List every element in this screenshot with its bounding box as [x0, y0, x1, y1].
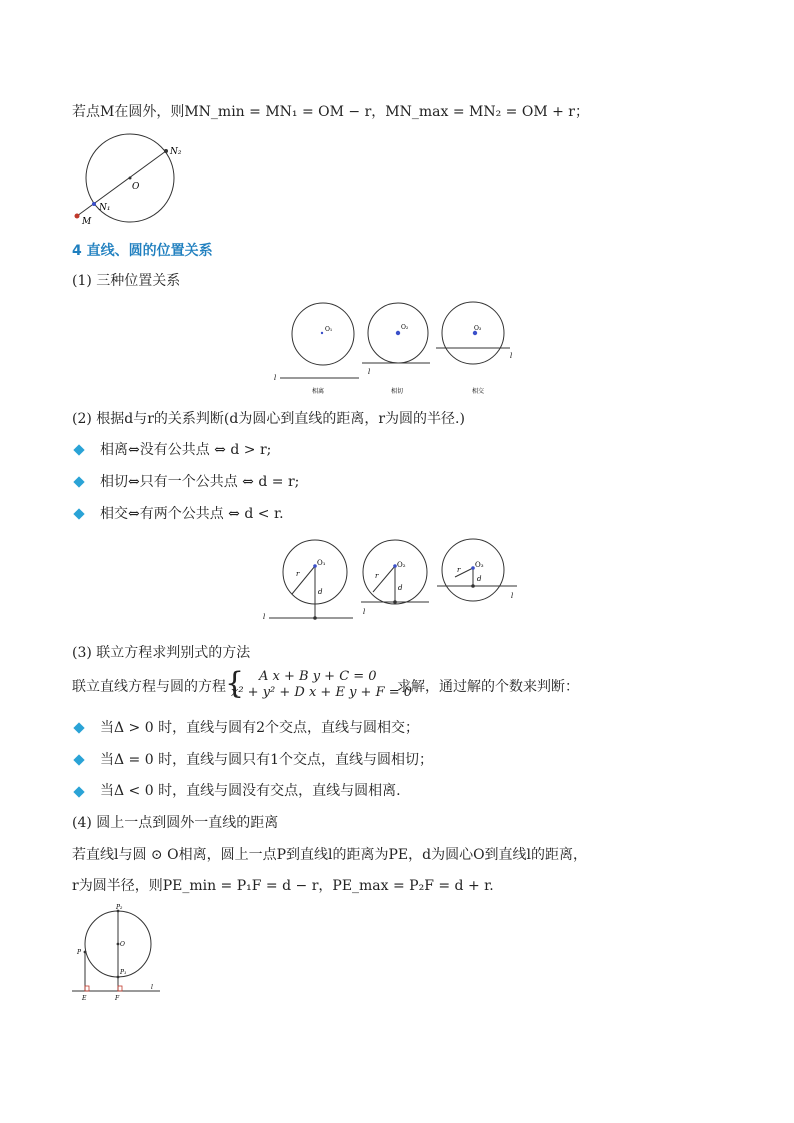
label-l-1: l — [263, 613, 266, 621]
subsection-3: (3) 联立方程求判别式的方法 — [72, 645, 251, 661]
right-angle-e — [85, 986, 89, 991]
label-o3: O₃ — [474, 325, 482, 332]
system-prefix: 联立直线方程与圆的方程 — [72, 679, 226, 695]
label-d-1: d — [318, 588, 323, 596]
bullet-diamond — [73, 444, 84, 455]
label-p: P — [77, 949, 82, 956]
bullet-diamond — [73, 786, 84, 797]
caption-intersect: 相交 — [472, 388, 485, 395]
label-o1: O₁ — [325, 326, 333, 333]
disc-zero: 当Δ = 0 时，直线与圆只有1个交点，直线与圆相切； — [100, 752, 434, 768]
label-o: O — [120, 941, 125, 948]
section-title: 4 直线、圆的位置关系 — [72, 243, 213, 259]
figure-point-outside-circle — [70, 130, 190, 230]
label-n1: N₁ — [99, 203, 111, 213]
equation-circle: x² + y² + D x + E y + F = 0 — [231, 685, 413, 700]
circle-separate — [292, 303, 354, 365]
bullet-diamond — [73, 476, 84, 487]
label-l-3: l — [511, 592, 514, 600]
point-p1 — [117, 976, 120, 979]
figure-point-to-line — [68, 900, 178, 1010]
label-r-1: r — [296, 570, 300, 578]
label-d-3: d — [477, 575, 482, 583]
label-l-1: l — [274, 374, 277, 382]
bullet-diamond — [73, 754, 84, 765]
center-o2 — [396, 331, 400, 335]
bullet-diamond — [73, 508, 84, 519]
label-p1: P₁ — [120, 969, 127, 976]
bullet-diamond — [73, 722, 84, 733]
disc-negative: 当Δ < 0 时，直线与圆没有交点，直线与圆相离. — [100, 783, 401, 799]
system-suffix: 求解，通过解的个数来判断： — [397, 679, 579, 695]
figure-distance-radius — [255, 535, 525, 625]
point-m — [75, 214, 80, 219]
label-l-2: l — [363, 608, 366, 616]
label-o2: O₂ — [401, 324, 409, 331]
label-p2: P₂ — [116, 904, 123, 911]
system-brace: { — [225, 666, 245, 701]
equation-line: A x + B y + C = 0 — [259, 669, 377, 684]
caption-tangent: 相切 — [391, 388, 404, 395]
right-angle-f — [118, 986, 122, 991]
relation-separate: 相离⇔没有公共点 ⇔ d > r; — [100, 442, 272, 458]
label-f: F — [115, 995, 120, 1002]
label-o1: O₁ — [317, 559, 326, 567]
point-p — [84, 951, 87, 954]
center-o1 — [321, 332, 323, 334]
point-n2 — [164, 149, 168, 153]
label-d-2: d — [398, 584, 403, 592]
label-n2: N₂ — [170, 147, 182, 157]
label-m: M — [82, 217, 92, 227]
line-mn2 — [77, 151, 166, 216]
intro-line: 若点M在圆外，则MN_min = MN₁ = OM − r，MN_max = MN₂ = OM + r； — [72, 104, 589, 120]
label-l-3: l — [510, 352, 513, 360]
label-o2: O₂ — [397, 561, 406, 569]
subsection-1: (1) 三种位置关系 — [72, 273, 181, 289]
figure-three-relations — [270, 298, 520, 398]
subsection-2: (2) 根据d与r的关系判断(d为圆心到直线的距离，r为圆的半径.) — [72, 411, 465, 427]
point-n1 — [92, 202, 96, 206]
label-l: l — [151, 984, 153, 991]
paragraph-4-line-2: r为圆半径，则PE_min = P₁F = d − r，PE_max = P₂F = d + r. — [72, 878, 494, 894]
point-o — [117, 943, 120, 946]
disc-positive: 当Δ > 0 时，直线与圆有2个交点，直线与圆相交； — [100, 720, 420, 736]
label-o3: O₃ — [475, 561, 484, 569]
label-e: E — [82, 995, 87, 1002]
label-o: O — [132, 182, 140, 192]
point-o — [129, 177, 132, 180]
subsection-4: (4) 圆上一点到圆外一直线的距离 — [72, 815, 279, 831]
label-r-3: r — [457, 566, 461, 574]
relation-tangent: 相切⇔只有一个公共点 ⇔ d = r; — [100, 474, 300, 490]
paragraph-4-line-1: 若直线l与圆 ⊙ O相离，圆上一点P到直线l的距离为PE，d为圆心O到直线l的距离， — [72, 847, 588, 863]
caption-separate: 相离 — [312, 388, 325, 395]
label-l-2: l — [368, 368, 371, 376]
relation-intersect: 相交⇔有两个公共点 ⇔ d < r. — [100, 506, 284, 522]
label-r-2: r — [375, 572, 379, 580]
